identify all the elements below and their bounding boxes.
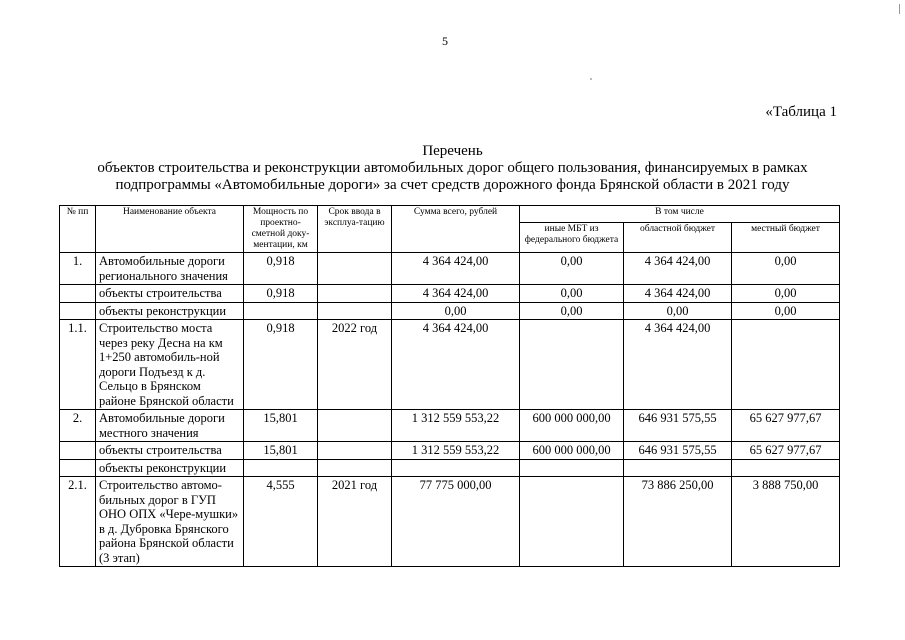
cell-mbt: [520, 320, 624, 410]
cell-term: [318, 253, 392, 285]
cell-num: [60, 459, 96, 477]
cell-capacity: 15,801: [244, 410, 318, 442]
cell-num: 1.1.: [60, 320, 96, 410]
cell-mbt: 0,00: [520, 285, 624, 303]
table-row: [60, 442, 840, 460]
cell-regional: 646 931 575,55: [624, 410, 732, 442]
cell-mbt: 0,00: [520, 302, 624, 320]
header-row-1: [60, 206, 840, 223]
cell-total: 0,00: [392, 302, 520, 320]
cell-num: 2.1.: [60, 477, 96, 567]
cell-regional: 4 364 424,00: [624, 320, 732, 410]
cell-capacity: 0,918: [244, 253, 318, 285]
header-local: местный бюджет: [732, 222, 840, 252]
table-body: [60, 253, 840, 567]
header-term: Срок ввода в эксплуа-тацию: [318, 206, 392, 253]
cell-regional: [624, 459, 732, 477]
cell-capacity: 0,918: [244, 320, 318, 410]
header-capacity: Мощность по проектно-сметной доку-ментации, км: [244, 206, 318, 253]
header-name: Наименование объекта: [96, 206, 244, 253]
scan-speck: [590, 78, 592, 80]
cell-local: 0,00: [732, 253, 840, 285]
cell-num: 1.: [60, 253, 96, 285]
cell-total: 4 364 424,00: [392, 285, 520, 303]
cell-name: объекты реконструкции: [96, 302, 244, 320]
table-row: [60, 410, 840, 442]
cell-mbt: [520, 459, 624, 477]
cell-num: [60, 302, 96, 320]
table-row: [60, 459, 840, 477]
header-mbt: иные МБТ из федерального бюджета: [520, 222, 624, 252]
cell-local: 0,00: [732, 285, 840, 303]
cell-capacity: 4,555: [244, 477, 318, 567]
heading-line-2: объектов строительства и реконструкции автомобильных дорог общего пользования, финансируемых в рамках: [97, 160, 808, 176]
table-row: [60, 253, 840, 285]
cell-regional: 73 886 250,00: [624, 477, 732, 567]
cell-name: Строительство моста через реку Десна на км 1+250 автомобиль-ной дороги Подъезд к д. Сельцо в Брянском районе Брянской области: [96, 320, 244, 410]
cell-total: 4 364 424,00: [392, 253, 520, 285]
table-row: [60, 320, 840, 410]
page-number: 5: [442, 34, 448, 48]
scan-margin-mark: [899, 4, 900, 14]
cell-capacity: 15,801: [244, 442, 318, 460]
cell-name: Строительство автомо-бильных дорог в ГУП ОНО ОПХ «Чере-мушки» в д. Дубровка Брянского района Брянской области (3 этап): [96, 477, 244, 567]
cell-mbt: 0,00: [520, 253, 624, 285]
cell-total: [392, 459, 520, 477]
cell-capacity: [244, 459, 318, 477]
cell-total: 1 312 559 553,22: [392, 410, 520, 442]
document-heading: [0, 143, 905, 194]
cell-total: 1 312 559 553,22: [392, 442, 520, 460]
cell-term: [318, 442, 392, 460]
cell-name: Автомобильные дороги регионального значения: [96, 253, 244, 285]
cell-total: 4 364 424,00: [392, 320, 520, 410]
cell-term: 2022 год: [318, 320, 392, 410]
cell-regional: 0,00: [624, 302, 732, 320]
header-including: В том числе: [520, 206, 840, 223]
cell-num: [60, 285, 96, 303]
cell-local: 3 888 750,00: [732, 477, 840, 567]
header-total: Сумма всего, рублей: [392, 206, 520, 253]
header-regional: областной бюджет: [624, 222, 732, 252]
cell-name: Автомобильные дороги местного значения: [96, 410, 244, 442]
cell-local: [732, 459, 840, 477]
cell-local: [732, 320, 840, 410]
cell-regional: 4 364 424,00: [624, 253, 732, 285]
cell-name: объекты строительства: [96, 285, 244, 303]
heading-line-1: Перечень: [422, 143, 483, 159]
cell-term: [318, 285, 392, 303]
cell-local: 65 627 977,67: [732, 442, 840, 460]
cell-term: 2021 год: [318, 477, 392, 567]
cell-mbt: [520, 477, 624, 567]
objects-table: [59, 205, 840, 567]
cell-local: 65 627 977,67: [732, 410, 840, 442]
cell-num: 2.: [60, 410, 96, 442]
cell-regional: 646 931 575,55: [624, 442, 732, 460]
table-caption: «Таблица 1: [765, 104, 837, 120]
table-row: [60, 477, 840, 567]
cell-capacity: [244, 302, 318, 320]
cell-total: 77 775 000,00: [392, 477, 520, 567]
cell-name: объекты строительства: [96, 442, 244, 460]
cell-name: объекты реконструкции: [96, 459, 244, 477]
cell-capacity: 0,918: [244, 285, 318, 303]
header-num: № пп: [60, 206, 96, 253]
cell-term: [318, 302, 392, 320]
cell-term: [318, 410, 392, 442]
heading-line-3: подпрограммы «Автомобильные дороги» за счет средств дорожного фонда Брянской области в 2021 году: [115, 177, 790, 193]
cell-num: [60, 442, 96, 460]
table-row: [60, 302, 840, 320]
cell-local: 0,00: [732, 302, 840, 320]
table-row: [60, 285, 840, 303]
cell-mbt: 600 000 000,00: [520, 442, 624, 460]
cell-regional: 4 364 424,00: [624, 285, 732, 303]
cell-mbt: 600 000 000,00: [520, 410, 624, 442]
cell-term: [318, 459, 392, 477]
